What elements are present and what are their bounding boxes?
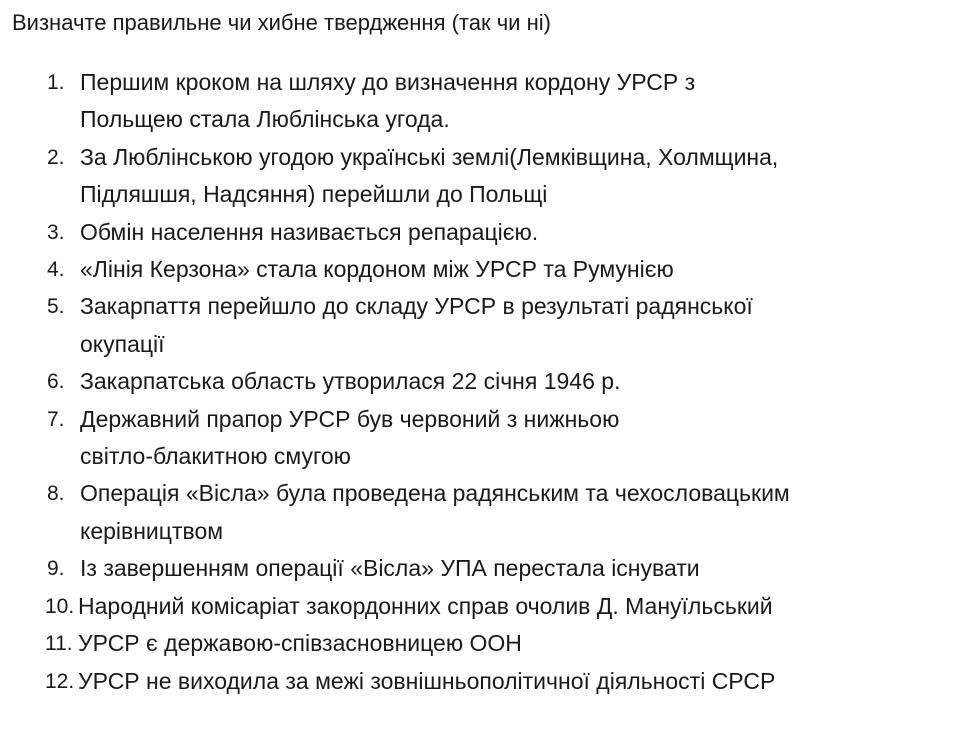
- item-number: 4.: [47, 258, 65, 282]
- item-number: 1.: [47, 71, 65, 94]
- item-number: 5.: [47, 295, 65, 319]
- statement-text: керівництвом: [80, 517, 224, 544]
- statement-item-1: [0, 64, 971, 139]
- statement-item-5: [0, 288, 971, 363]
- statement-text: Народний комісаріат закордонних справ очолив Д. Мануїльський: [78, 592, 773, 619]
- statement-item-8: [0, 475, 971, 550]
- statement-item-11: [0, 625, 971, 662]
- statement-item-6: [0, 363, 971, 400]
- statement-text: Першим кроком на шляху до визначення кордону УРСР з: [80, 69, 696, 95]
- statement-item-10: [0, 588, 971, 625]
- statement-item-2: [0, 139, 971, 214]
- item-number: 7.: [47, 407, 65, 431]
- statement-text: окупації: [80, 330, 165, 357]
- statement-item-12: [0, 663, 971, 700]
- statement-text: УРСР є державою-співзасновницею ООН: [78, 630, 522, 657]
- statement-text: Державний прапор УРСР був червоний з нижньою: [80, 405, 620, 432]
- page-title: Визначте правильне чи хибне твердження (так чи ні): [12, 10, 551, 35]
- item-number: 11.: [45, 632, 73, 656]
- item-number: 8.: [47, 482, 65, 506]
- item-number: 2.: [47, 145, 65, 169]
- statement-item-7: [0, 401, 971, 476]
- statement-text: «Лінія Керзона» стала кордоном між УРСР та Румунією: [80, 256, 674, 283]
- statement-text: світло-блакитною смугою: [80, 443, 351, 470]
- item-number: 6.: [47, 370, 65, 394]
- statement-text: УРСР не виходила за межі зовнішньополітичної діяльності СРСР: [78, 667, 776, 694]
- statement-text: Польщею стала Люблінська угода.: [80, 106, 450, 133]
- statement-item-3: [0, 214, 971, 251]
- statement-item-9: [0, 550, 971, 587]
- statement-text: Операція «Вісла» була проведена радянським та чехословацьким: [80, 480, 790, 507]
- statement-text: Закарпатська область утворилася 22 січня 1946 р.: [80, 368, 621, 395]
- item-number: 3.: [47, 220, 65, 244]
- statement-text: Обмін населення називається репарацією.: [80, 218, 539, 245]
- statement-text: Із завершенням операції «Вісла» УПА перестала існувати: [80, 555, 700, 582]
- item-number: 10.: [45, 594, 75, 618]
- statement-text: Підляшшя, Надсяння) перейшли до Польщі: [80, 181, 548, 208]
- statement-list: [0, 64, 971, 700]
- statement-text: За Люблінською угодою українські землі(Лемківщина, Холмщина,: [80, 143, 779, 170]
- statement-text: Закарпаття перейшло до складу УРСР в результаті радянської: [80, 293, 753, 320]
- statement-item-4: [0, 251, 971, 288]
- item-number: 9.: [47, 557, 65, 581]
- item-number: 12.: [45, 669, 75, 693]
